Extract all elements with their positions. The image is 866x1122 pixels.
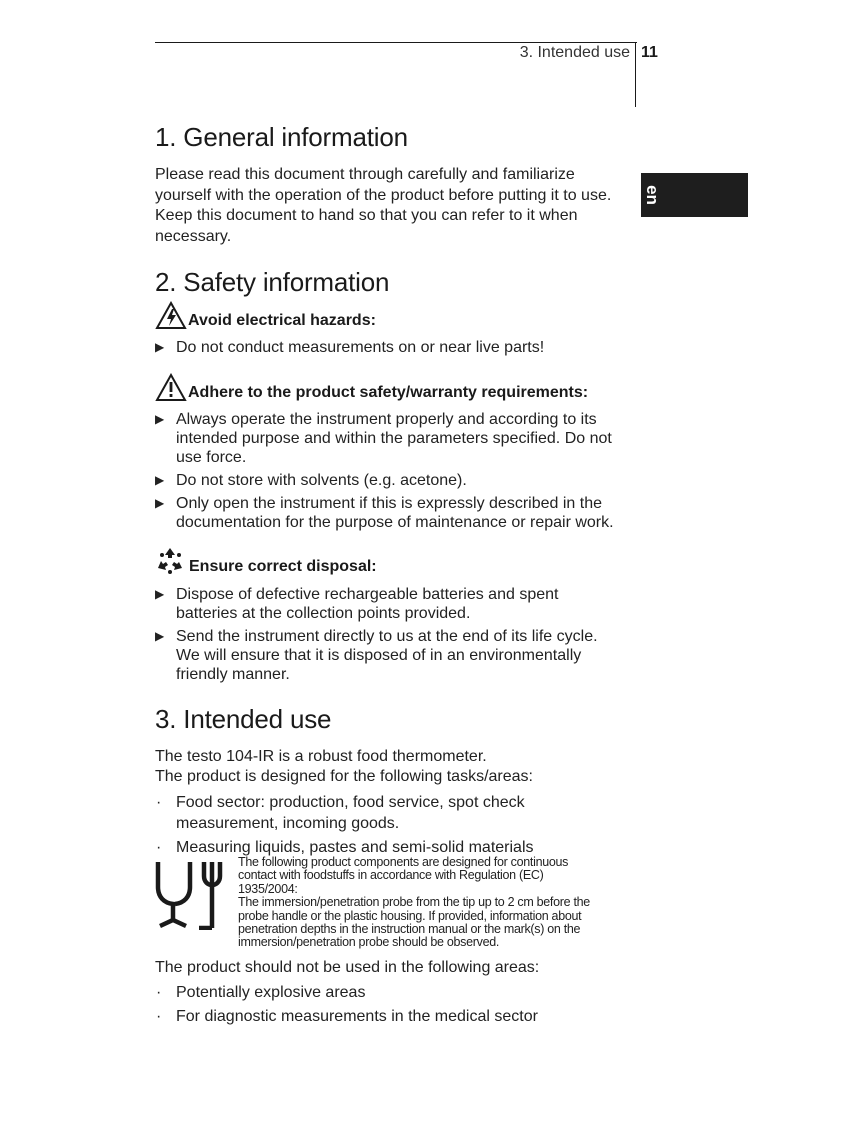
list-item bbox=[155, 1006, 635, 1027]
text-line: penetration depths in the instruction manual or the mark(s) on the bbox=[238, 922, 581, 937]
electrical-hazard-list bbox=[155, 338, 635, 361]
list-item bbox=[155, 338, 635, 357]
recycling-icon bbox=[155, 546, 185, 576]
electrical-hazard-heading-text: Avoid electrical hazards: bbox=[188, 312, 376, 329]
list-item-text: Do not store with solvents (e.g. acetone). bbox=[176, 472, 467, 489]
safety-information-title: 2. Safety information bbox=[155, 267, 390, 297]
text-line: Keep this document to hand so that you can refer to it when bbox=[155, 207, 578, 225]
disposal-list bbox=[155, 585, 635, 688]
text-line: Please read this document through carefully and familiarize bbox=[155, 166, 575, 183]
electrical-hazard-warning-icon bbox=[155, 301, 187, 330]
list-item bbox=[155, 982, 635, 1003]
list-item-text: Always operate the instrument properly and according to its bbox=[176, 411, 597, 428]
bullet-triangle-icon: ▶ bbox=[155, 473, 165, 487]
language-tab[interactable] bbox=[641, 173, 748, 217]
list-item-text: Potentially explosive areas bbox=[176, 984, 366, 1001]
list-item-text: For diagnostic measurements in the medical sector bbox=[176, 1008, 538, 1025]
bullet-triangle-icon: ▶ bbox=[155, 412, 165, 426]
text-line: necessary. bbox=[155, 228, 232, 246]
list-item-text: intended purpose and within the parameters specified. Do not bbox=[176, 430, 612, 447]
list-item bbox=[155, 471, 635, 490]
food-contact-note bbox=[155, 856, 635, 952]
language-tab-label: en bbox=[642, 185, 662, 205]
list-item bbox=[155, 494, 635, 532]
bullet-triangle-icon: ▶ bbox=[155, 340, 165, 354]
list-item-text: Only open the instrument if this is expressly described in the bbox=[176, 495, 602, 512]
list-item-text: We will ensure that it is disposed of in an environmentally bbox=[176, 647, 582, 664]
text-line: 1935/2004: bbox=[238, 881, 298, 896]
not-used-intro bbox=[155, 958, 635, 979]
bullet-dot-icon: · bbox=[156, 984, 162, 1001]
list-item-text: friendly manner. bbox=[176, 666, 290, 683]
text-line: The immersion/penetration probe from the tip up to 2 cm before the bbox=[238, 895, 590, 910]
list-item bbox=[155, 792, 635, 834]
list-item-text: Dispose of defective rechargeable batteries and spent bbox=[176, 586, 559, 603]
text-line: The product is designed for the following tasks/areas: bbox=[155, 768, 533, 785]
bullet-triangle-icon: ▶ bbox=[155, 496, 165, 510]
text-line: The following product components are designed for continuous bbox=[238, 855, 569, 869]
text-line: The product should not be used in the following areas: bbox=[155, 959, 540, 976]
text-line: contact with foodstuffs in accordance with Regulation (EC) bbox=[238, 868, 544, 883]
disposal-heading-text: Ensure correct disposal: bbox=[189, 558, 377, 575]
warranty-heading bbox=[155, 373, 588, 402]
list-item bbox=[155, 410, 635, 467]
header-divider bbox=[635, 42, 636, 107]
food-contact-text bbox=[238, 856, 590, 950]
list-item-text: Send the instrument directly to us at the end of its life cycle. bbox=[176, 628, 598, 645]
warranty-list bbox=[155, 410, 635, 536]
warranty-heading-text: Adhere to the product safety/warranty requirements: bbox=[188, 384, 589, 401]
page-number: 11 bbox=[641, 44, 658, 61]
header-section-title: 3. Intended use bbox=[519, 44, 630, 61]
bullet-triangle-icon: ▶ bbox=[155, 629, 165, 643]
intended-tasks-list bbox=[155, 792, 635, 861]
intended-use-intro bbox=[155, 747, 635, 787]
bullet-triangle-icon: ▶ bbox=[155, 587, 165, 601]
header-rule bbox=[155, 42, 637, 43]
general-information-text bbox=[155, 165, 635, 248]
list-item-text: Food sector: production, food service, spot check bbox=[176, 794, 525, 811]
electrical-hazard-heading bbox=[155, 301, 376, 330]
general-information-title: 1. General information bbox=[155, 122, 408, 152]
warning-icon bbox=[155, 373, 187, 402]
list-item bbox=[155, 627, 635, 684]
bullet-dot-icon: · bbox=[156, 1008, 162, 1025]
list-item-text: Do not conduct measurements on or near live parts! bbox=[176, 339, 545, 356]
intended-use-title: 3. Intended use bbox=[155, 704, 332, 734]
list-item-text: use force. bbox=[176, 449, 247, 466]
food-safe-glass-fork-icon bbox=[155, 860, 225, 930]
text-line: yourself with the operation of the product before putting it to use. bbox=[155, 186, 612, 204]
disposal-heading bbox=[155, 546, 377, 576]
list-item bbox=[155, 585, 635, 623]
list-item-text: batteries at the collection points provided. bbox=[176, 605, 471, 622]
list-item-text: documentation for the purpose of maintenance or repair work. bbox=[176, 514, 614, 531]
not-used-list bbox=[155, 982, 635, 1030]
text-line: probe handle or the plastic housing. If provided, information about bbox=[238, 908, 582, 923]
bullet-dot-icon: · bbox=[156, 794, 162, 811]
bullet-dot-icon: · bbox=[156, 839, 162, 856]
list-item-text: measurement, incoming goods. bbox=[176, 815, 400, 832]
text-line: The testo 104-IR is a robust food thermometer. bbox=[155, 748, 487, 765]
text-line: immersion/penetration probe should be observed. bbox=[238, 935, 500, 950]
list-item-text: Measuring liquids, pastes and semi-solid materials bbox=[176, 839, 534, 856]
